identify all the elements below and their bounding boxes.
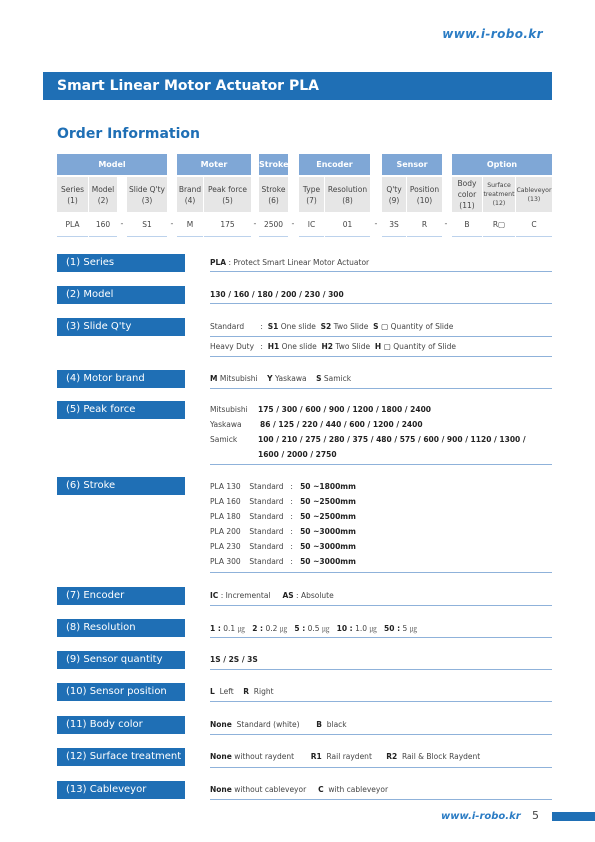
stroke-pla230: PLA 230 Standard : 50 ~3000mm xyxy=(210,542,356,551)
section-label-cableveyor: (13) Cableveyor xyxy=(57,781,185,799)
section-label-motor-brand: (4) Motor brand xyxy=(57,370,185,388)
surface-treatment-options: None without raydent R1 Rail raydent R2 Rail & Block Raydent xyxy=(210,752,481,761)
section-label-model: (2) Model xyxy=(57,286,185,304)
section-label-encoder: (7) Encoder xyxy=(57,587,185,605)
section-divider xyxy=(210,336,552,337)
group-stroke: Stroke xyxy=(259,154,288,175)
section-divider xyxy=(210,669,552,670)
value-cableveyor: C xyxy=(516,213,552,237)
section-label-slide-qty: (3) Slide Q'ty xyxy=(57,318,185,336)
section-label-stroke: (6) Stroke xyxy=(57,477,185,495)
value-series: PLA xyxy=(57,213,88,237)
value-brand: M xyxy=(177,213,203,237)
sensor-quantity-options: 1S / 2S / 3S xyxy=(210,655,258,664)
motor-brand-options: M Mitsubishi Y Yaskawa S Samick xyxy=(210,374,352,383)
series-description: PLA : Protect Smart Linear Motor Actuator xyxy=(210,258,370,267)
value-sensor-qty: 3S xyxy=(382,213,406,237)
section-divider xyxy=(210,572,552,573)
group-encoder: Encoder xyxy=(299,154,370,175)
separator-dash: - xyxy=(253,219,257,228)
value-sensor-position: R xyxy=(407,213,442,237)
separator-dash: - xyxy=(170,219,174,228)
section-label-sensor-quantity: (9) Sensor quantity xyxy=(57,651,185,669)
peak-force-samick-cont: 1600 / 2000 / 2750 xyxy=(258,450,337,459)
site-url-footer[interactable]: www.i-robo.kr xyxy=(441,811,521,822)
body-color-options: None Standard (white) B black xyxy=(210,720,347,729)
section-label-resolution: (8) Resolution xyxy=(57,619,185,637)
footer-accent-bar xyxy=(552,812,595,821)
section-divider xyxy=(210,388,552,389)
stroke-pla200: PLA 200 Standard : 50 ~3000mm xyxy=(210,527,356,536)
site-url-top[interactable]: www.i-robo.kr xyxy=(442,27,543,41)
column-surface-treatment: Surface treatment (12) xyxy=(483,177,515,212)
column-peak-force: Peak force (5) xyxy=(204,177,251,212)
value-resolution: 01 xyxy=(325,213,370,237)
column-type: Type (7) xyxy=(299,177,324,212)
section-label-surface-treatment: (12) Surface treatment xyxy=(57,748,185,766)
value-model: 160 xyxy=(89,213,117,237)
column-position: Position (10) xyxy=(407,177,442,212)
resolution-options: 1 : 0.1 ㎍ 2 : 0.2 ㎍ 5 : 0.5 ㎍ 10 : 1.0 ㎍ 50 : 5 ㎍ xyxy=(210,624,418,633)
value-stroke: 2500 xyxy=(259,213,288,237)
separator-dash: - xyxy=(120,219,124,228)
column-cableveyor: Cableveyor (13) xyxy=(516,177,552,212)
group-model: Model xyxy=(57,154,167,175)
section-divider xyxy=(210,605,552,606)
model-options: 130 / 160 / 180 / 200 / 230 / 300 xyxy=(210,290,344,299)
group-option: Option xyxy=(452,154,552,175)
sensor-position-options: L Left R Right xyxy=(210,687,274,696)
group-sensor: Sensor xyxy=(382,154,442,175)
column-series: Series (1) xyxy=(57,177,88,212)
section-divider xyxy=(210,271,552,272)
section-label-body-color: (11) Body color xyxy=(57,716,185,734)
section-divider xyxy=(210,767,552,768)
section-divider xyxy=(210,734,552,735)
encoder-options: IC : Incremental AS : Absolute xyxy=(210,591,334,600)
separator-dash: - xyxy=(444,219,448,228)
section-divider xyxy=(210,637,552,638)
value-slide-qty: S1 xyxy=(127,213,167,237)
section-divider xyxy=(210,303,552,304)
value-encoder-type: IC xyxy=(299,213,324,237)
column-sensor-qty: Q'ty (9) xyxy=(382,177,406,212)
value-body-color: B xyxy=(452,213,482,237)
page-title-bar: Smart Linear Motor Actuator PLA xyxy=(43,72,552,100)
column-resolution: Resolution (8) xyxy=(325,177,370,212)
section-label-peak-force: (5) Peak force xyxy=(57,401,185,419)
stroke-pla180: PLA 180 Standard : 50 ~2500mm xyxy=(210,512,356,521)
section-divider xyxy=(210,356,552,357)
peak-force-yaskawa: Yaskawa 86 / 125 / 220 / 440 / 600 / 1200 / 2400 xyxy=(210,420,423,429)
stroke-pla300: PLA 300 Standard : 50 ~3000mm xyxy=(210,557,356,566)
section-label-series: (1) Series xyxy=(57,254,185,272)
order-information-heading: Order Information xyxy=(57,126,201,142)
column-brand: Brand (4) xyxy=(177,177,203,212)
stroke-pla160: PLA 160 Standard : 50 ~2500mm xyxy=(210,497,356,506)
separator-dash: - xyxy=(374,219,378,228)
section-divider xyxy=(210,464,552,465)
slide-qty-heavy-duty: Heavy Duty : H1 One slide H2 Two Slide H ▢ Quantity of Slide xyxy=(210,342,456,351)
value-surface-treatment: R▢ xyxy=(483,213,515,237)
section-label-sensor-position: (10) Sensor position xyxy=(57,683,185,701)
column-body-color: Body color (11) xyxy=(452,177,482,212)
section-divider xyxy=(210,799,552,800)
column-stroke: Stroke (6) xyxy=(259,177,288,212)
value-peak-force: 175 xyxy=(204,213,251,237)
separator-dash: - xyxy=(291,219,295,228)
peak-force-samick: Samick 100 / 210 / 275 / 280 / 375 / 480 / 575 / 600 / 900 / 1120 / 1300 / xyxy=(210,435,526,444)
column-model: Model (2) xyxy=(89,177,117,212)
cableveyor-options: None without cableveyor C with cableveyor xyxy=(210,785,389,794)
group-motor: Moter xyxy=(177,154,251,175)
slide-qty-standard: Standard : S1 One slide S2 Two Slide S ▢ Quantity of Slide xyxy=(210,322,454,331)
section-divider xyxy=(210,701,552,702)
page-number: 5 xyxy=(532,809,539,822)
stroke-pla130: PLA 130 Standard : 50 ~1800mm xyxy=(210,482,356,491)
peak-force-mitsubishi: Mitsubishi 175 / 300 / 600 / 900 / 1200 / 1800 / 2400 xyxy=(210,405,432,414)
column-slide-qty: Slide Q'ty (3) xyxy=(127,177,167,212)
